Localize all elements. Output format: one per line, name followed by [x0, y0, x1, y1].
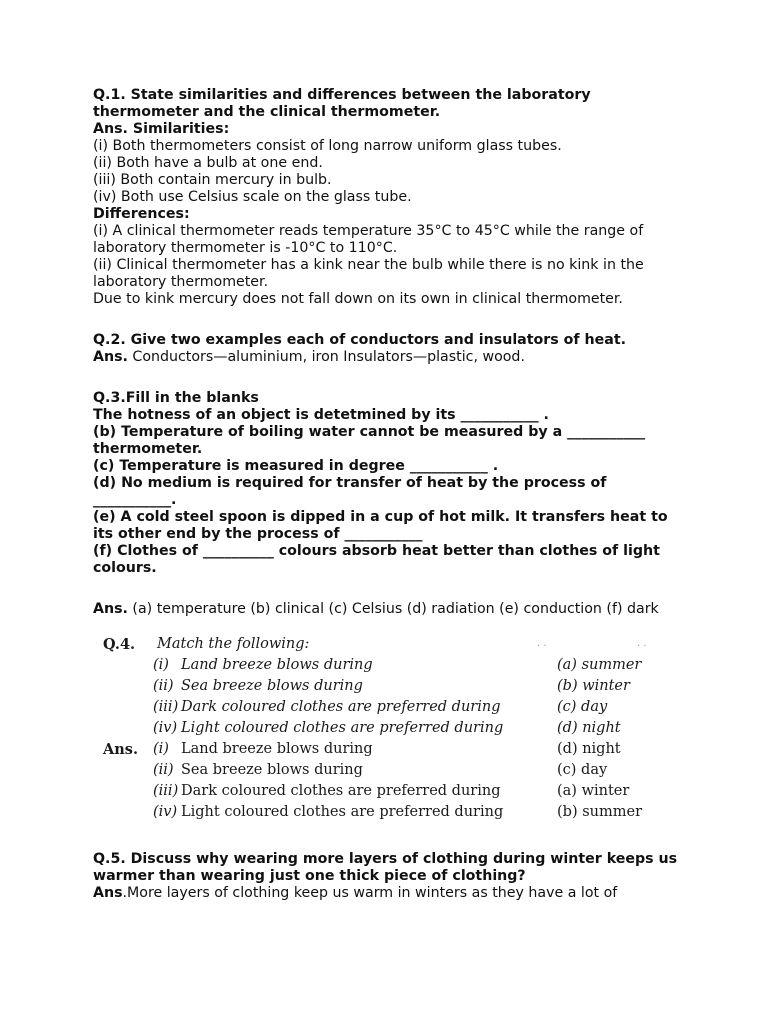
q4-ans-label: Ans.	[103, 741, 139, 758]
q4-roman: (i)	[153, 741, 169, 757]
q4-answer-statement: Dark coloured clothes are preferred during	[181, 783, 501, 799]
q5-answer-text: .More layers of clothing keep us warm in winters as they have a lot of	[122, 885, 618, 901]
q4-roman: (iii)	[153, 783, 179, 799]
q4-roman: (iii)	[153, 699, 179, 715]
q1-ans-label: Ans	[93, 121, 123, 137]
q5-answer	[93, 885, 683, 902]
q4-roman: (iv)	[153, 804, 178, 820]
q4-header-row	[91, 634, 651, 655]
q4-statement: Land breeze blows during	[181, 657, 373, 673]
q4-answer-row	[91, 802, 651, 823]
q4-label: Q.4.	[103, 636, 136, 653]
q4-answer-option: (d) night	[557, 741, 621, 757]
q1-answer-heading	[93, 121, 683, 138]
q4-roman: (iv)	[153, 720, 178, 736]
q4-answer-option: (a) winter	[557, 783, 630, 799]
q2-ans-label: Ans.	[93, 349, 128, 365]
q4-question-row	[91, 697, 651, 718]
q4-answer-row	[91, 760, 651, 781]
q4-roman: (ii)	[153, 678, 174, 694]
q4-answer-row	[91, 781, 651, 802]
q2-answer-text: Conductors—aluminium, iron Insulators—plastic, wood.	[127, 349, 525, 365]
document-body	[93, 87, 683, 902]
q4-answer-statement: Light coloured clothes are preferred during	[181, 804, 504, 820]
q4-answer-statement: Land breeze blows during	[181, 741, 373, 757]
scan-speck: · ·	[637, 641, 647, 652]
q4-question-row	[91, 676, 651, 697]
q4-title: Match the following:	[157, 636, 310, 652]
q3-item-b: (b) Temperature of boiling water cannot be measured by a ___________ thermometer.	[93, 424, 646, 457]
q3-ans-label: Ans.	[93, 601, 128, 617]
q3-answer	[93, 601, 683, 618]
q4-option: (a) summer	[557, 657, 642, 673]
scan-speck: · ·	[537, 641, 547, 652]
q2-answer	[93, 349, 683, 366]
q3-item-f: (f) Clothes of __________ colours absorb heat better than clothes of light colours.	[93, 543, 660, 576]
q3-item-c: (c) Temperature is measured in degree ___________ .	[93, 458, 499, 474]
q3-item-e: (e) A cold steel spoon is dipped in a cup of hot milk. It transfers heat to its other end by the process of ___________	[93, 509, 668, 542]
q4-statement: Light coloured clothes are preferred during	[181, 720, 504, 736]
q3-item-d: (d) No medium is required for transfer of heat by the process of ___________.	[93, 475, 607, 508]
q4-option: (b) winter	[557, 678, 630, 694]
q4-roman: (i)	[153, 657, 169, 673]
q4-question-row	[91, 718, 651, 739]
q3-item-a: The hotness of an object is detetmined by its ___________ .	[93, 407, 549, 423]
q1-differences-heading: Differences:	[93, 206, 190, 222]
q4-option: (c) day	[557, 699, 608, 715]
q4-answer-statement: Sea breeze blows during	[181, 762, 363, 778]
q1-question: Q.1. State similarities and differences between the laboratory thermometer and the clinical thermometer.	[93, 87, 591, 120]
q1-difference-2: (ii) Clinical thermometer has a kink near the bulb while there is no kink in the laboratory thermometer.	[93, 257, 644, 290]
q1-difference-3: Due to kink mercury does not fall down on its own in clinical thermometer.	[93, 291, 623, 307]
q4-question-row	[91, 655, 651, 676]
q4-statement: Sea breeze blows during	[181, 678, 363, 694]
q4-answer-option: (c) day	[557, 762, 608, 778]
q3-answer-text: (a) temperature (b) clinical (c) Celsius (d) radiation (e) conduction (f) dark	[127, 601, 659, 617]
q1-similarity-4: (iv) Both use Celsius scale on the glass tube.	[93, 189, 412, 205]
q1-difference-1: (i) A clinical thermometer reads temperature 35°C to 45°C while the range of laboratory thermometer is -10°C to 110°C.	[93, 223, 644, 256]
q2-question: Q.2. Give two examples each of conductors and insulators of heat.	[93, 332, 626, 348]
q1-similarity-3: (iii) Both contain mercury in bulb.	[93, 172, 332, 188]
q4-statement: Dark coloured clothes are preferred during	[181, 699, 501, 715]
q3-question: Q.3.Fill in the blanks	[93, 390, 259, 406]
q4-option: (d) night	[557, 720, 621, 736]
q4-scanned-image	[91, 634, 651, 828]
q5-ans-label: Ans	[93, 885, 123, 901]
q1-similarities-heading: . Similarities:	[122, 121, 230, 137]
q4-roman: (ii)	[153, 762, 174, 778]
q1-similarity-2: (ii) Both have a bulb at one end.	[93, 155, 323, 171]
q4-answer-option: (b) summer	[557, 804, 642, 820]
q5-question: Q.5. Discuss why wearing more layers of clothing during winter keeps us warmer than wearing just one thick piece of clothing?	[93, 851, 678, 884]
q4-answer-row	[91, 739, 651, 760]
q1-similarity-1: (i) Both thermometers consist of long narrow uniform glass tubes.	[93, 138, 562, 154]
